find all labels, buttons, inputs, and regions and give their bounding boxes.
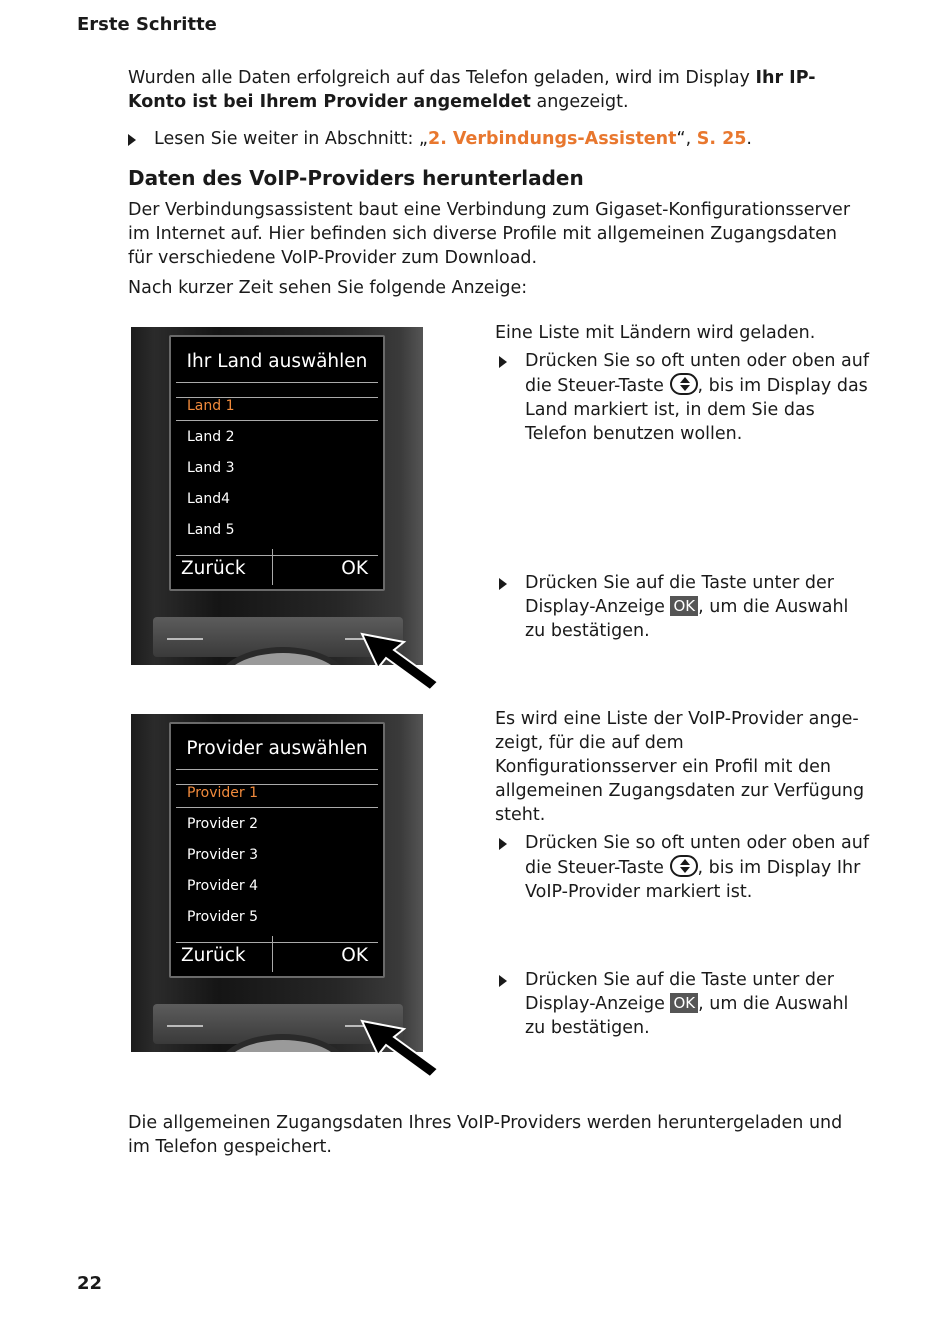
list-item: Provider 3 (187, 847, 258, 863)
softkey-ok: OK (341, 945, 368, 966)
phone-display (169, 722, 385, 978)
ok-badge: OK (670, 596, 698, 616)
up-down-control-key-icon (670, 855, 698, 877)
list-item: Provider 4 (187, 878, 258, 894)
step1-bullet-2 (499, 571, 879, 651)
intro-display-message: Ihr IP-Konto ist bei Ihrem Provider angemeldet (128, 68, 816, 112)
triangle-bullet-icon (128, 134, 136, 146)
section-paragraph: Der Verbindungsassistent baut eine Verbindung zum Gigaset-Konfigurationsserver im Internet auf. Hier befinden sich diverse Profile mit allgemeinen Zugangsdaten für verschiedene VoIP-Provider zum Download. (128, 200, 851, 268)
page-number: 22 (77, 1273, 103, 1294)
intro-text: Wurden alle Daten erfolgreich auf das Telefon geladen, wird im Display (128, 68, 756, 88)
page-link[interactable]: S. 25 (696, 129, 747, 149)
softkey-ok: OK (341, 558, 368, 579)
step2-bullet-2 (499, 968, 879, 1048)
step1-bullet-1 (499, 349, 879, 449)
arrow-pointer-icon (358, 630, 444, 694)
triangle-bullet-icon (499, 975, 507, 987)
section-header: Erste Schritte (77, 14, 217, 35)
up-down-control-key-icon (670, 373, 698, 395)
divider (176, 807, 378, 808)
step1-intro: Eine Liste mit Ländern wird geladen. (495, 323, 816, 343)
read-more-suffix: . (746, 129, 752, 149)
list-item: Provider 5 (187, 909, 258, 925)
list-item: Land 2 (187, 429, 235, 445)
divider (176, 382, 378, 383)
left-softkey (167, 638, 203, 640)
triangle-bullet-icon (499, 356, 507, 368)
bullet-text-end: , um die Auswahl zu bestätigen. (525, 994, 849, 1038)
list-item-selected: Provider 1 (187, 785, 258, 801)
divider (176, 769, 378, 770)
bullet-text: Drücken Sie auf die Taste unter der Display-Anzeige (525, 573, 834, 617)
triangle-bullet-icon (499, 838, 507, 850)
bullet-text-end: , bis im Display Ihr VoIP-Provider markiert ist. (525, 858, 861, 902)
divider (176, 555, 378, 556)
bullet-text-end: , um die Auswahl zu bestätigen. (525, 597, 849, 641)
intro-paragraph (128, 66, 868, 114)
softkey-back: Zurück (181, 945, 246, 966)
list-item-selected: Land 1 (187, 398, 235, 414)
bullet-text: Drücken Sie so oft unten oder oben auf die Steuer-Taste (525, 833, 870, 878)
display-title: Ihr Land auswählen (186, 351, 368, 372)
section-link[interactable]: 2. Verbindungs-Assistent (428, 129, 677, 149)
read-more-prefix: Lesen Sie weiter in Abschnitt: „ (154, 129, 429, 149)
step2-bullet-1 (499, 831, 879, 911)
step2-intro: Es wird eine Liste der VoIP-Provider angezeigt, für die auf dem Konfigurationsserver ein Profil mit den allgemeinen Zugangsdaten zur Verfügung steht. (495, 709, 865, 825)
list-item: Land 3 (187, 460, 235, 476)
list-item: Land 5 (187, 522, 235, 538)
display-title: Provider auswählen (186, 738, 368, 759)
intro-text-end: angezeigt. (530, 92, 629, 112)
closing-paragraph: Die allgemeinen Zugangsdaten Ihres VoIP-Providers werden heruntergeladen und im Telefon gespeichert. (128, 1113, 843, 1157)
softkey-divider (272, 549, 273, 585)
ok-badge: OK (670, 993, 698, 1013)
phone-screenshot-country (131, 327, 423, 665)
list-item: Provider 2 (187, 816, 258, 832)
softkey-back: Zurück (181, 558, 246, 579)
list-item: Land4 (187, 491, 231, 507)
left-softkey (167, 1025, 203, 1027)
bullet-text: Drücken Sie auf die Taste unter der Display-Anzeige (525, 970, 834, 1014)
arrow-pointer-icon (358, 1017, 444, 1081)
softkey-divider (272, 936, 273, 972)
section-title: Daten des VoIP-Providers herunterladen (128, 166, 584, 190)
phone-display (169, 335, 385, 591)
triangle-bullet-icon (499, 578, 507, 590)
section-paragraph-2: Nach kurzer Zeit sehen Sie folgende Anzeige: (128, 278, 528, 298)
bullet-text: Drücken Sie so oft unten oder oben auf die Steuer-Taste (525, 351, 870, 396)
divider (176, 420, 378, 421)
bullet-text-end: , bis im Display das Land markiert ist, in dem Sie das Telefon benutzen wollen. (525, 376, 868, 444)
read-more-middle: “, (676, 129, 697, 149)
divider (176, 942, 378, 943)
phone-screenshot-provider (131, 714, 423, 1052)
